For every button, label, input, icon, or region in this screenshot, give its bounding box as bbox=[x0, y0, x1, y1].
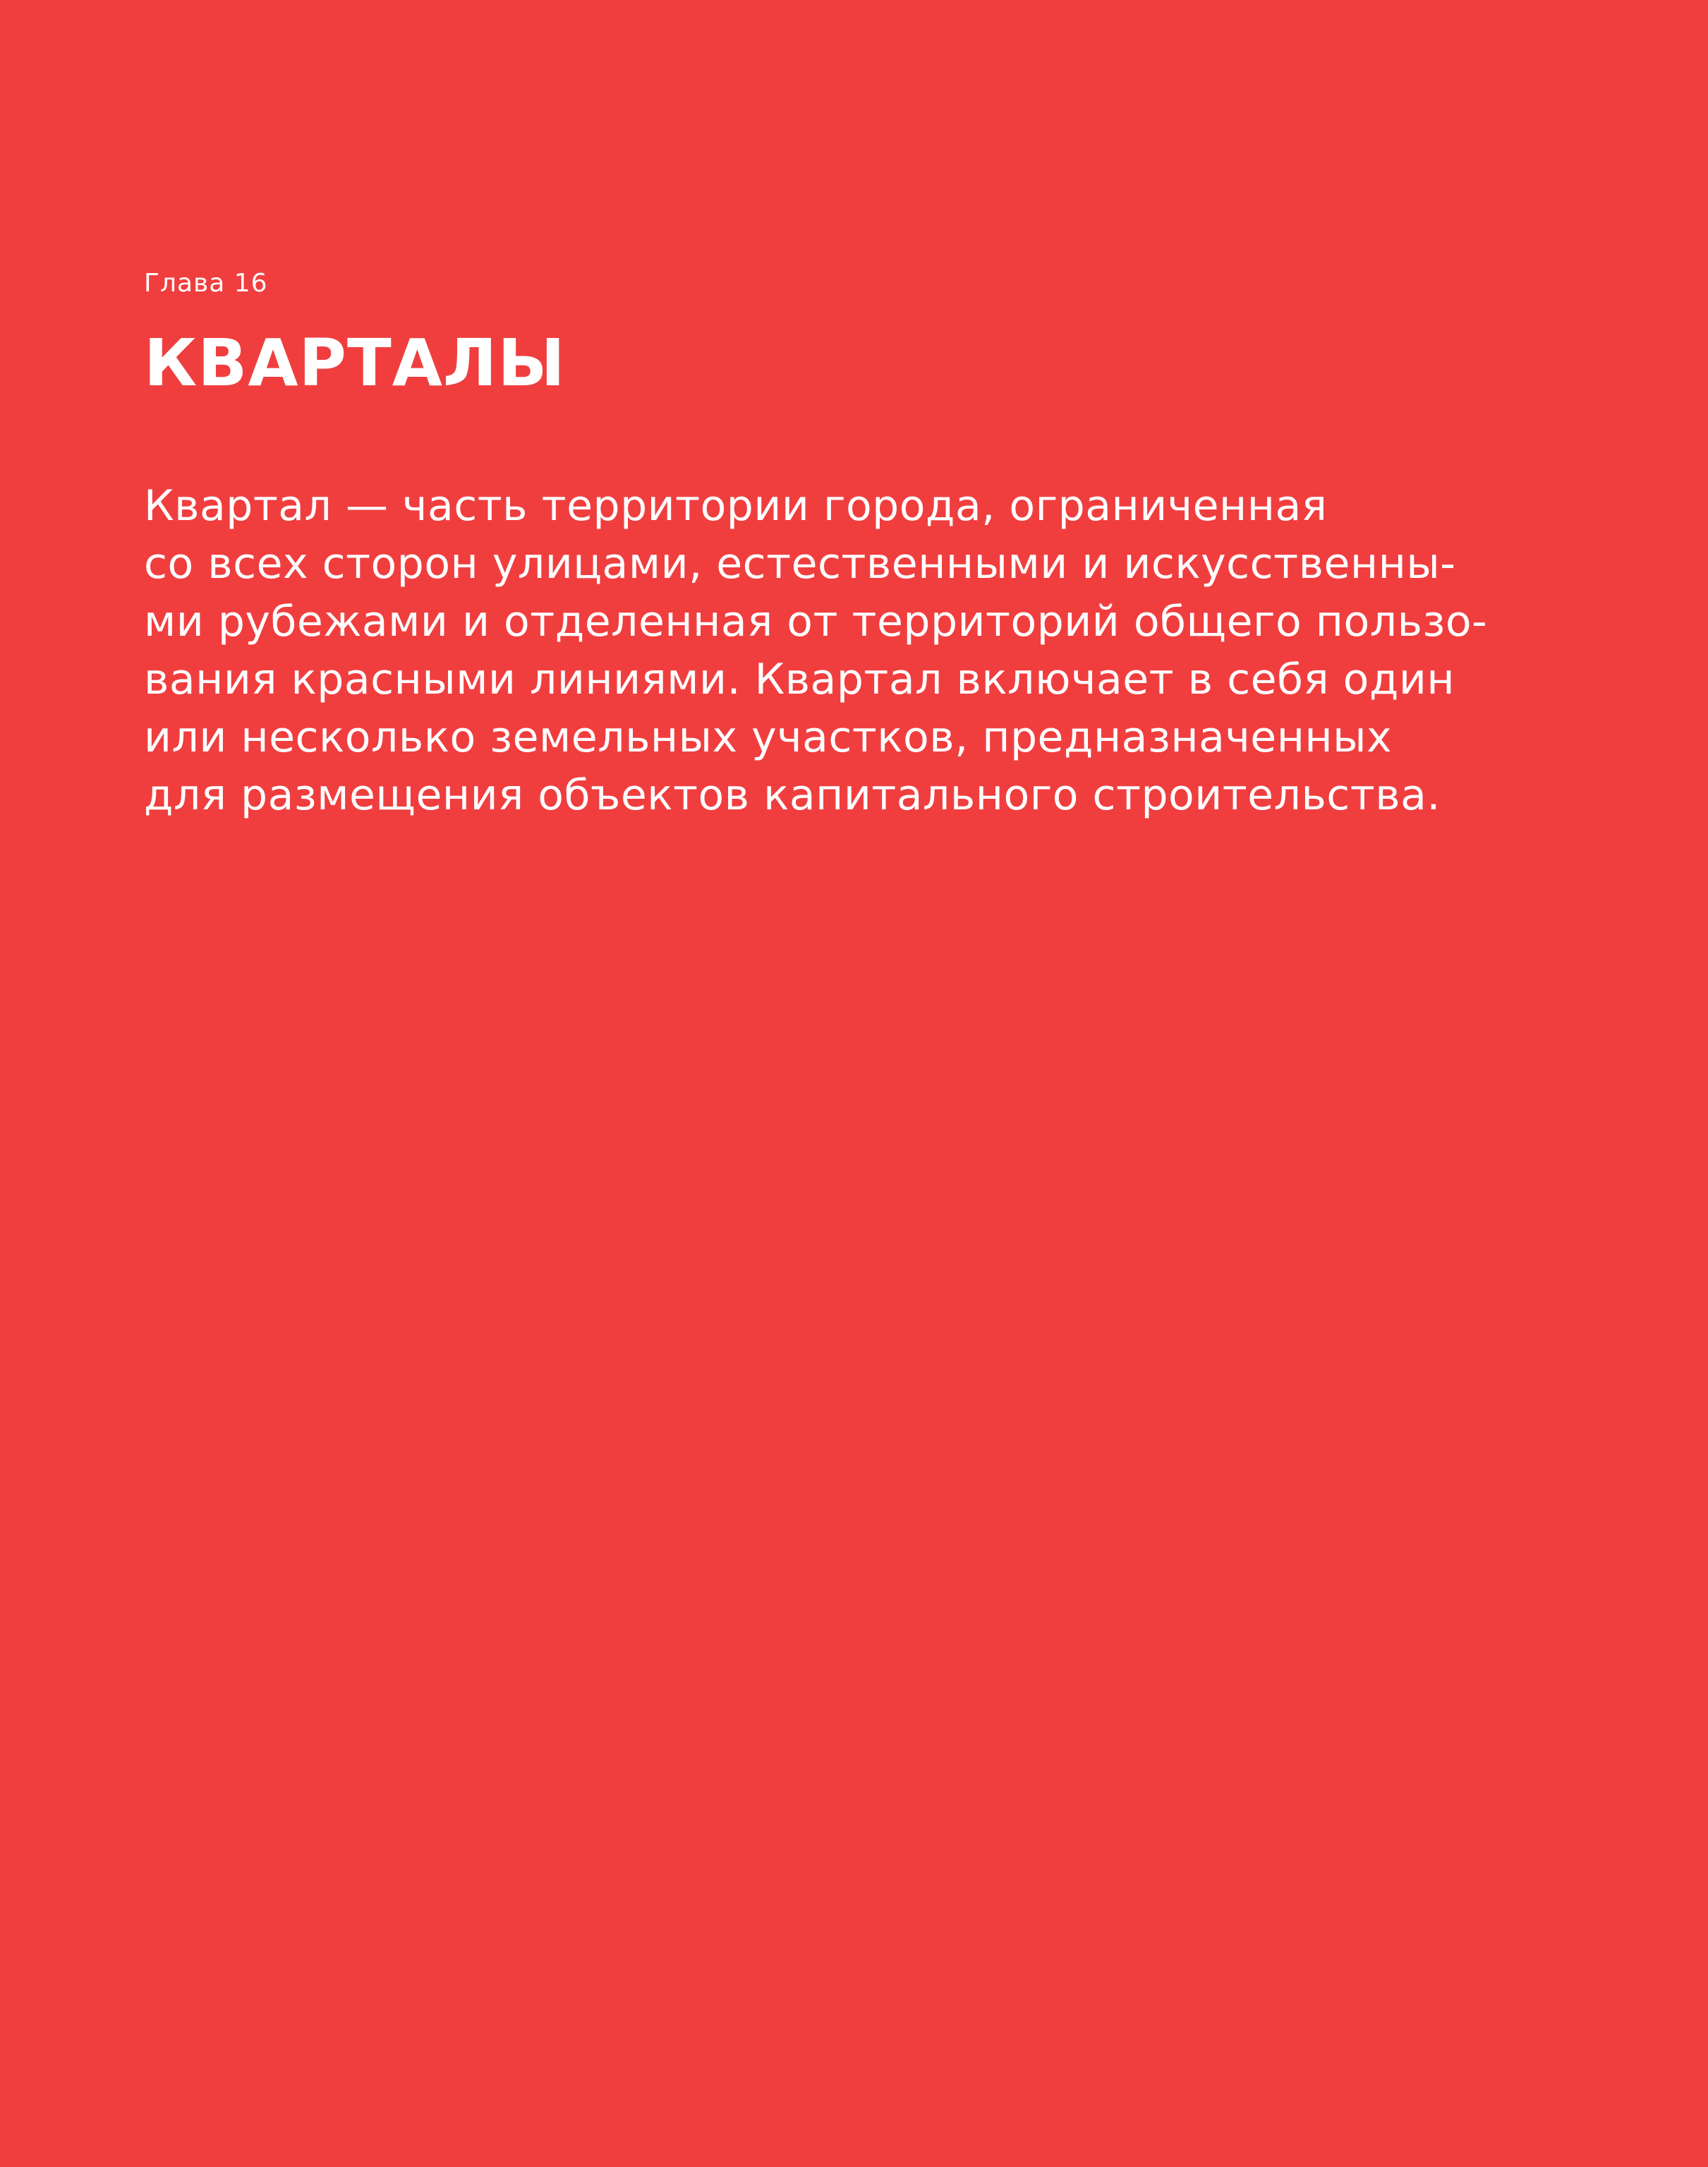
body-line: Квартал — часть территории города, ограниченная bbox=[144, 481, 1328, 531]
body-line: со всех сторон улицами, естественными и искусственны- bbox=[144, 539, 1456, 588]
body-line: или несколько земельных участков, предназначенных bbox=[144, 713, 1393, 762]
chapter-label: Глава 16 bbox=[144, 269, 268, 298]
body-paragraph bbox=[144, 477, 1625, 824]
chapter-title: КВАРТАЛЫ bbox=[144, 325, 566, 401]
body-line: вания красными линиями. Квартал включает в себя один bbox=[144, 655, 1455, 704]
body-line: ми рубежами и отделенная от территорий общего пользо- bbox=[144, 597, 1488, 646]
body-line: для размещения объектов капитального строительства. bbox=[144, 771, 1441, 820]
